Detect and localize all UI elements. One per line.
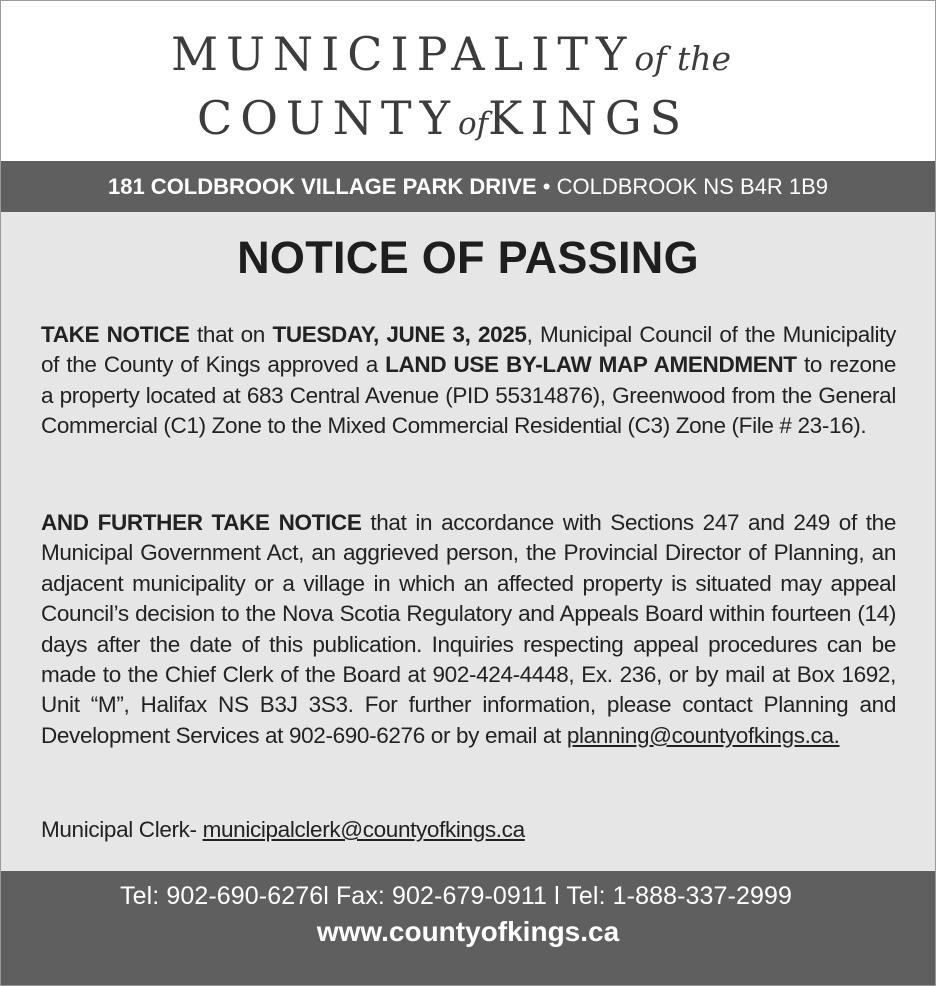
address-separator: • [536, 174, 557, 199]
notice-body [1, 212, 935, 871]
meeting-date: TUESDAY, JUNE 3, 2025 [272, 322, 527, 347]
further-notice-lead: AND FURTHER TAKE NOTICE [41, 510, 362, 535]
para1-text-2: , Municipal Council of the Municipality of the County of Kings approved a [41, 322, 896, 378]
para1-text-1: that on [189, 322, 273, 347]
amendment-type: LAND USE BY-LAW MAP AMENDMENT [385, 352, 797, 378]
clerk-email-link[interactable]: municipalclerk@countyofkings.ca [202, 817, 525, 842]
contact-footer [1, 871, 935, 986]
notice-paragraph-1 [41, 320, 896, 442]
clerk-label: Municipal Clerk- [41, 817, 203, 842]
take-notice-lead: TAKE NOTICE [41, 322, 190, 347]
notice-title: NOTICE OF PASSING [237, 232, 699, 283]
logo-line-1 [171, 27, 731, 81]
notice-paragraph-2 [41, 508, 896, 751]
address-band [1, 161, 935, 212]
address-street: 181 COLDBROOK VILLAGE PARK DRIVE [107, 174, 537, 199]
logo-of-the-text: of the [634, 39, 731, 78]
logo-of-text: of [457, 106, 489, 142]
logo-kings-text: KINGS [488, 91, 690, 145]
footer-phone-fax: Tel: 902-690-6276l Fax: 902-679-0911 l Tel: 1-888-337-2999 [120, 882, 792, 910]
logo-municipality-text: MUNICIPALITY [171, 27, 635, 81]
footer-website-link[interactable]: www.countyofkings.ca [316, 916, 620, 947]
address-city: COLDBROOK NS B4R 1B9 [556, 174, 829, 199]
logo-county-text: COUNTY [197, 91, 458, 145]
para2-text-1: that in accordance with Sections 247 and 249 of the Municipal Government Act, an aggrieved person, the Provincial Director of Planning, an adjacent municipality or a village in which an affected property is situated may appeal Council’s decision to the Nova Scotia Regulatory and Appeals Board within fourteen (14) days after the date of this publication. Inquiries respecting appeal procedures can be made to the Chief Clerk of the Board at 902-424-4448, Ex. 236, or by mail at Box 1692, Unit “M”, Halifax NS B3J 3S3. For further information, please contact Planning and Development Services at 902-690-6276 or by email at [41, 510, 896, 748]
clerk-contact [41, 815, 525, 845]
planning-email-link[interactable]: planning@countyofkings.ca. [566, 722, 840, 748]
para1-text-3: to rezone a property located at 683 Central Avenue (PID 55314876), Greenwood from the General Commercial (C1) Zone to the Mixed Commercial Residential (C3) Zone (File # 23-16). [41, 352, 896, 439]
logo-line-2 [197, 91, 689, 145]
municipality-logo [1, 1, 935, 161]
